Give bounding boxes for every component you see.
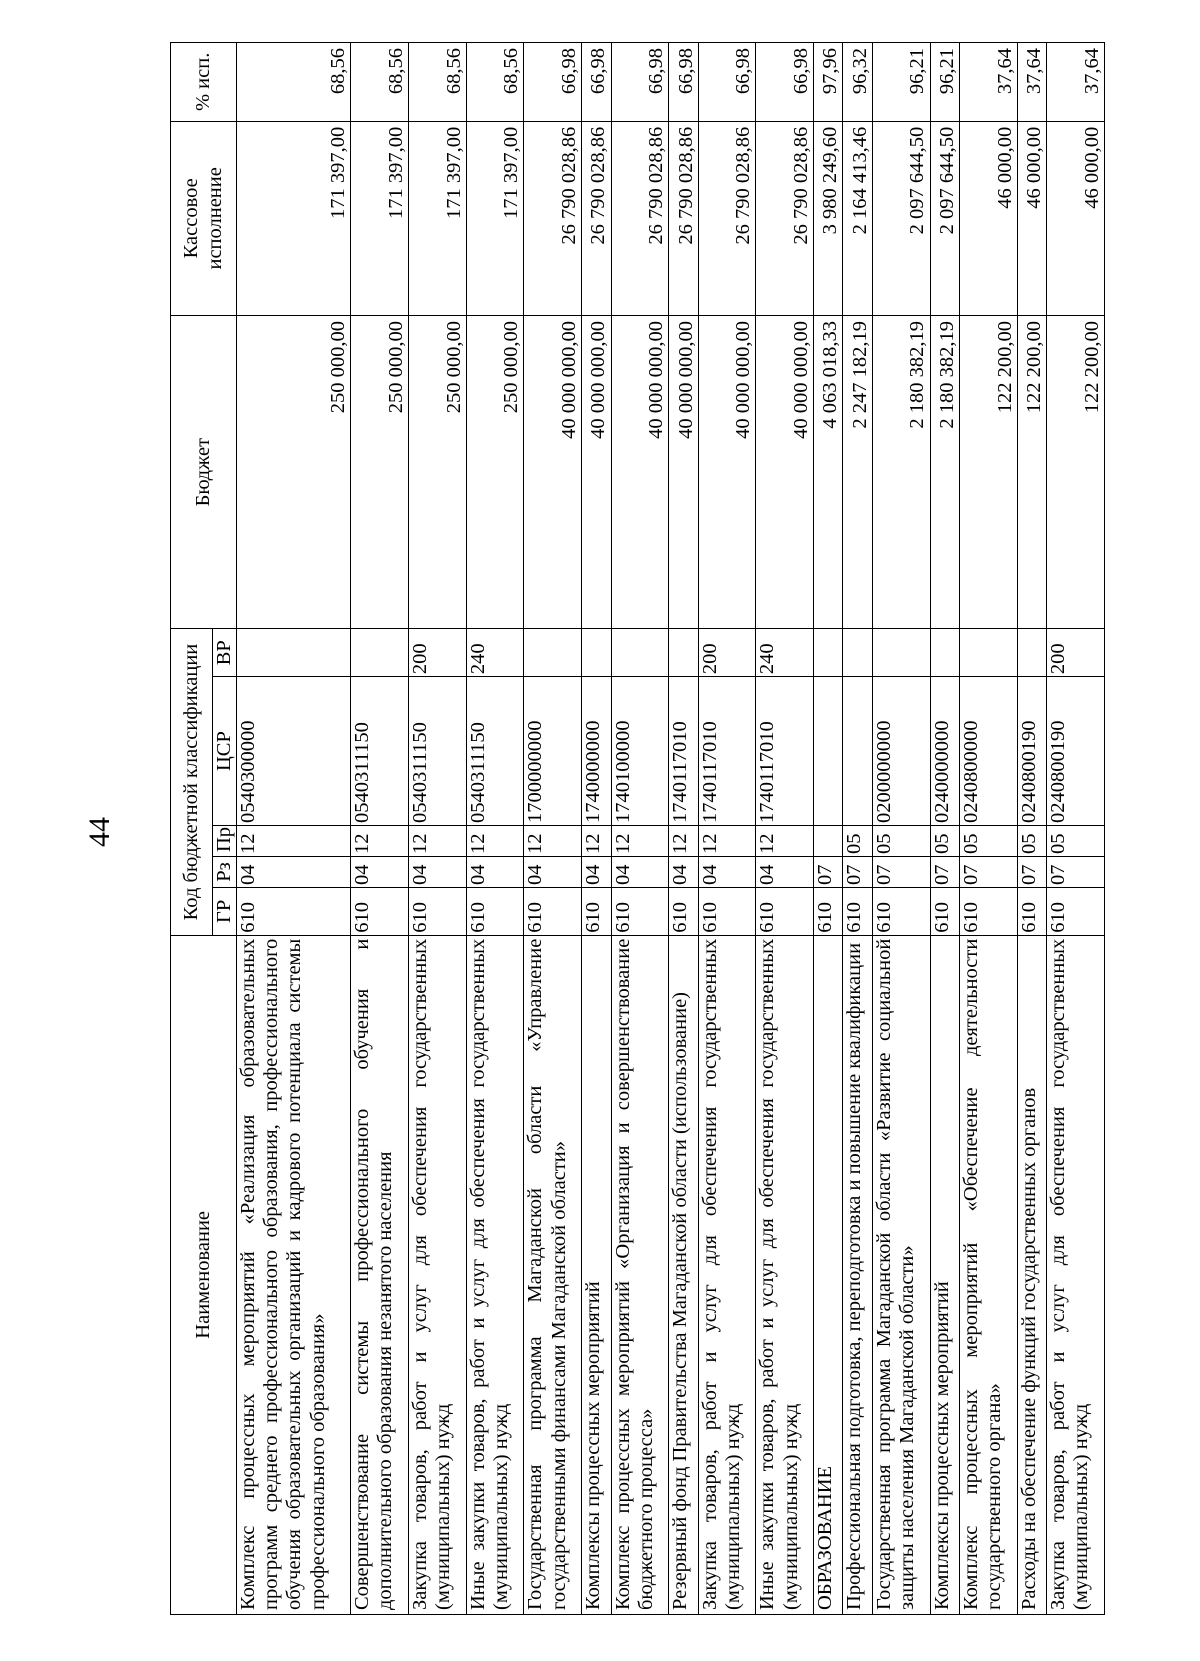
cell-cash: 46 000,00	[1017, 121, 1046, 315]
cell-vr	[1017, 628, 1046, 676]
header-rz: Рз	[212, 856, 236, 887]
cell-gr: 610	[959, 887, 1017, 935]
budget-table-sheet	[170, 42, 1105, 1615]
cell-gr: 610	[350, 887, 408, 935]
cell-rz: 07	[1046, 856, 1104, 887]
cell-rz: 04	[523, 856, 581, 887]
cell-csr	[813, 676, 842, 825]
header-pr: Пр	[212, 825, 236, 856]
cell-vr: 240	[755, 628, 813, 676]
cell-vr	[581, 628, 610, 676]
cell-vr	[813, 628, 842, 676]
cell-vr	[523, 628, 581, 676]
table-row	[350, 42, 408, 1614]
table-row	[755, 42, 813, 1614]
cell-csr: 0240800190	[1046, 676, 1104, 825]
cell-pr: 12	[755, 825, 813, 856]
cell-pct: 68,56	[466, 42, 524, 121]
cell-pr: 12	[523, 825, 581, 856]
cell-pr: 05	[872, 825, 930, 856]
budget-execution-table	[170, 42, 1105, 1615]
cell-csr	[842, 676, 871, 825]
cell-gr: 610	[1046, 887, 1104, 935]
cell-pct: 37,64	[1017, 42, 1046, 121]
cell-cash: 2 164 413,46	[842, 121, 871, 315]
cell-pct: 37,64	[959, 42, 1017, 121]
cell-csr: 1740100000	[611, 676, 669, 825]
cell-name: Комплекс процессных мероприятий «Организация и совершенствование бюджетного процесса»	[611, 935, 669, 1614]
table-row	[1017, 42, 1046, 1614]
cell-name: Иные закупки товаров, работ и услуг для обеспечения государственных (муниципальных) нужд	[755, 935, 813, 1614]
table-body	[236, 42, 1104, 1614]
cell-budget: 40 000 000,00	[523, 315, 581, 628]
cell-pct: 66,98	[523, 42, 581, 121]
cell-vr	[842, 628, 871, 676]
cell-name: Государственная программа Магаданской области «Развитие социальной защиты населения Магаданской области»	[872, 935, 930, 1614]
cell-pct: 68,56	[350, 42, 408, 121]
table-row	[668, 42, 697, 1614]
cell-cash: 171 397,00	[236, 121, 350, 315]
cell-gr: 610	[1017, 887, 1046, 935]
cell-csr: 1740117010	[755, 676, 813, 825]
cell-name: Расходы на обеспечение функций государственных органов	[1017, 935, 1046, 1614]
cell-vr	[930, 628, 959, 676]
cell-pr: 12	[350, 825, 408, 856]
cell-rz: 04	[466, 856, 524, 887]
cell-pr: 05	[842, 825, 871, 856]
cell-budget: 40 000 000,00	[668, 315, 697, 628]
table-row	[523, 42, 581, 1614]
cell-cash: 171 397,00	[466, 121, 524, 315]
cell-budget: 40 000 000,00	[611, 315, 669, 628]
cell-name: Закупка товаров, работ и услуг для обеспечения государственных (муниципальных) нужд	[1046, 935, 1104, 1614]
cell-rz: 04	[236, 856, 350, 887]
table-row	[236, 42, 350, 1614]
cell-name: Комплекс процессных мероприятий «Реализация образовательных программ среднего профессионального образования, профессионального обучения образовательных организаций и кадрового потенциала системы профессионального образования»	[236, 935, 350, 1614]
cell-cash: 26 790 028,86	[611, 121, 669, 315]
cell-gr: 610	[698, 887, 756, 935]
cell-pr: 12	[236, 825, 350, 856]
cell-cash: 46 000,00	[959, 121, 1017, 315]
cell-csr: 1740117010	[668, 676, 697, 825]
cell-cash: 26 790 028,86	[668, 121, 697, 315]
cell-pct: 96,21	[872, 42, 930, 121]
cell-budget: 122 200,00	[1017, 315, 1046, 628]
cell-gr: 610	[611, 887, 669, 935]
table-row	[930, 42, 959, 1614]
cell-vr: 240	[466, 628, 524, 676]
cell-csr: 0540311150	[408, 676, 466, 825]
cell-gr: 610	[466, 887, 524, 935]
cell-gr: 610	[813, 887, 842, 935]
cell-rz: 07	[930, 856, 959, 887]
cell-budget: 250 000,00	[236, 315, 350, 628]
cell-name: Комплекс процессных мероприятий «Обеспечение деятельности государственного органа»	[959, 935, 1017, 1614]
cell-pct: 66,98	[581, 42, 610, 121]
cell-gr: 610	[523, 887, 581, 935]
cell-pr: 12	[466, 825, 524, 856]
cell-budget: 4 063 018,33	[813, 315, 842, 628]
header-name: Наименование	[170, 935, 236, 1614]
cell-pct: 66,98	[755, 42, 813, 121]
cell-budget: 122 200,00	[959, 315, 1017, 628]
cell-csr: 0200000000	[872, 676, 930, 825]
cell-name: ОБРАЗОВАНИЕ	[813, 935, 842, 1614]
cell-gr: 610	[842, 887, 871, 935]
page-number: 44	[83, 817, 116, 847]
table-row	[813, 42, 842, 1614]
header-code-group: Код бюджетной классификации	[170, 628, 212, 934]
cell-pr: 12	[611, 825, 669, 856]
cell-cash: 171 397,00	[350, 121, 408, 315]
cell-name: Резервный фонд Правительства Магаданской области (использование)	[668, 935, 697, 1614]
cell-vr	[959, 628, 1017, 676]
header-csr: ЦСР	[212, 676, 236, 825]
cell-cash: 26 790 028,86	[698, 121, 756, 315]
cell-vr: 200	[408, 628, 466, 676]
cell-pct: 66,98	[698, 42, 756, 121]
cell-name: Закупка товаров, работ и услуг для обеспечения государственных (муниципальных) нужд	[408, 935, 466, 1614]
cell-pct: 66,98	[668, 42, 697, 121]
cell-pct: 66,98	[611, 42, 669, 121]
cell-csr: 0540311150	[350, 676, 408, 825]
cell-pct: 96,21	[930, 42, 959, 121]
cell-name: Комплексы процессных мероприятий	[930, 935, 959, 1614]
table-row	[959, 42, 1017, 1614]
cell-cash: 26 790 028,86	[581, 121, 610, 315]
cell-csr: 1740000000	[581, 676, 610, 825]
cell-rz: 04	[668, 856, 697, 887]
header-cash: Кассовое исполнение	[170, 121, 236, 315]
cell-name: Закупка товаров, работ и услуг для обеспечения государственных (муниципальных) нужд	[698, 935, 756, 1614]
table-row	[698, 42, 756, 1614]
cell-budget: 40 000 000,00	[698, 315, 756, 628]
cell-pct: 37,64	[1046, 42, 1104, 121]
cell-budget: 2 247 182,19	[842, 315, 871, 628]
cell-rz: 04	[350, 856, 408, 887]
cell-name: Профессиональная подготовка, переподготовка и повышение квалификации	[842, 935, 871, 1614]
cell-rz: 07	[872, 856, 930, 887]
cell-vr	[236, 628, 350, 676]
table-row	[581, 42, 610, 1614]
table-row	[466, 42, 524, 1614]
table-row	[408, 42, 466, 1614]
cell-pr: 05	[1046, 825, 1104, 856]
header-gr: ГР	[212, 887, 236, 935]
cell-name: Государственная программа Магаданской области «Управление государственными финансами Магаданской области»	[523, 935, 581, 1614]
cell-budget: 40 000 000,00	[581, 315, 610, 628]
cell-rz: 04	[581, 856, 610, 887]
cell-rz: 07	[842, 856, 871, 887]
cell-vr: 200	[698, 628, 756, 676]
table-row	[872, 42, 930, 1614]
cell-rz: 04	[755, 856, 813, 887]
cell-csr: 0240800000	[959, 676, 1017, 825]
cell-vr	[668, 628, 697, 676]
cell-csr: 0240800190	[1017, 676, 1046, 825]
cell-rz: 04	[408, 856, 466, 887]
cell-csr: 0240000000	[930, 676, 959, 825]
cell-csr: 0540300000	[236, 676, 350, 825]
cell-vr	[872, 628, 930, 676]
cell-cash: 3 980 249,60	[813, 121, 842, 315]
cell-pr: 05	[959, 825, 1017, 856]
cell-name: Комплексы процессных мероприятий	[581, 935, 610, 1614]
cell-pct: 68,56	[408, 42, 466, 121]
table-row	[842, 42, 871, 1614]
cell-pr: 12	[698, 825, 756, 856]
cell-gr: 610	[668, 887, 697, 935]
cell-gr: 610	[930, 887, 959, 935]
cell-vr: 200	[1046, 628, 1104, 676]
cell-budget: 122 200,00	[1046, 315, 1104, 628]
cell-budget: 40 000 000,00	[755, 315, 813, 628]
cell-pct: 96,32	[842, 42, 871, 121]
cell-pct: 68,56	[236, 42, 350, 121]
cell-rz: 04	[698, 856, 756, 887]
cell-pr	[813, 825, 842, 856]
cell-cash: 26 790 028,86	[755, 121, 813, 315]
cell-name: Совершенствование системы профессионального обучения и дополнительного образования незанятого населения	[350, 935, 408, 1614]
cell-csr: 1740117010	[698, 676, 756, 825]
cell-cash: 26 790 028,86	[523, 121, 581, 315]
cell-budget: 250 000,00	[350, 315, 408, 628]
cell-gr: 610	[236, 887, 350, 935]
cell-cash: 2 097 644,50	[930, 121, 959, 315]
cell-pr: 12	[668, 825, 697, 856]
cell-budget: 2 180 382,19	[872, 315, 930, 628]
cell-pr: 05	[1017, 825, 1046, 856]
cell-pr: 12	[408, 825, 466, 856]
cell-budget: 2 180 382,19	[930, 315, 959, 628]
cell-pr: 12	[581, 825, 610, 856]
header-budget: Бюджет	[170, 315, 236, 628]
cell-budget: 250 000,00	[466, 315, 524, 628]
cell-csr: 1700000000	[523, 676, 581, 825]
cell-pr: 05	[930, 825, 959, 856]
cell-cash: 2 097 644,50	[872, 121, 930, 315]
header-pct: % исп.	[170, 42, 236, 121]
cell-vr	[611, 628, 669, 676]
cell-pct: 97,96	[813, 42, 842, 121]
cell-budget: 250 000,00	[408, 315, 466, 628]
cell-gr: 610	[872, 887, 930, 935]
cell-name: Иные закупки товаров, работ и услуг для обеспечения государственных (муниципальных) нужд	[466, 935, 524, 1614]
cell-rz: 04	[611, 856, 669, 887]
cell-gr: 610	[581, 887, 610, 935]
table-row	[1046, 42, 1104, 1614]
cell-cash: 46 000,00	[1046, 121, 1104, 315]
cell-rz: 07	[1017, 856, 1046, 887]
table-row	[611, 42, 669, 1614]
cell-csr: 0540311150	[466, 676, 524, 825]
header-vr: ВР	[212, 628, 236, 676]
cell-vr	[350, 628, 408, 676]
cell-cash: 171 397,00	[408, 121, 466, 315]
cell-gr: 610	[755, 887, 813, 935]
cell-gr: 610	[408, 887, 466, 935]
cell-rz: 07	[813, 856, 842, 887]
cell-rz: 07	[959, 856, 1017, 887]
